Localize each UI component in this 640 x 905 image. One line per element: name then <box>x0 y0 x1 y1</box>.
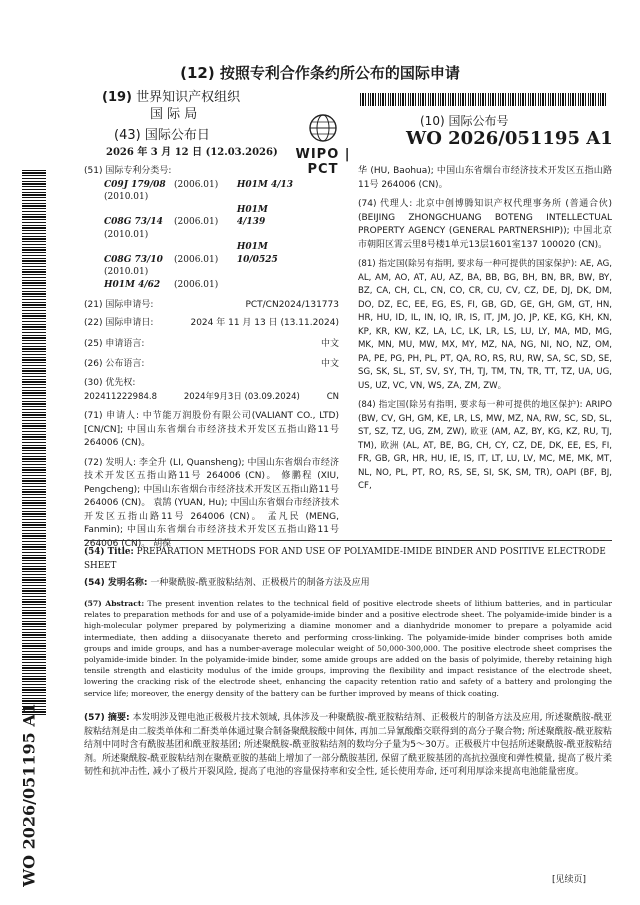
document-title: (12) 按照专利合作条约所公布的国际申请 <box>180 64 460 82</box>
ipc-version: (2006.01) <box>174 279 219 290</box>
wipo-logo <box>282 113 364 177</box>
ipc-code: C09J 179/08 <box>104 179 166 190</box>
title-cn-label: (54) 发明名称: <box>84 578 148 588</box>
ipc-version: (2010.01) <box>104 192 149 202</box>
title-en <box>84 546 612 573</box>
ipc-row <box>104 279 339 292</box>
field-25 <box>84 338 339 352</box>
top-barcode <box>360 93 608 106</box>
field-22 <box>84 317 339 331</box>
office-number: (19) <box>102 90 132 105</box>
field-26 <box>84 358 339 372</box>
office-sub: 国 际 局 <box>150 107 198 122</box>
ipc-code: H01M 4/13 <box>236 179 294 190</box>
ipc-row <box>104 241 339 279</box>
field-21 <box>84 299 339 313</box>
field-26-label: (26) 公布语言: <box>84 358 145 369</box>
field-26-value: 中文 <box>320 358 339 369</box>
wipo-logo-text: WIPO | PCT <box>295 147 351 177</box>
side-publication-number <box>5 700 53 890</box>
title-cn-text: 一种聚酰胺-酰亚胺粘结剂、正极极片的制备方法及应用 <box>150 578 370 588</box>
pubno-value: WO 2026/051195 A1 <box>406 128 613 149</box>
ipc-code: H01M 10/0525 <box>236 242 278 265</box>
priority-country: CN <box>326 391 339 402</box>
right-column <box>358 165 612 494</box>
ipc-version: (2010.01) <box>104 267 149 277</box>
abstract-cn-text: 本发明涉及锂电池正极极片技术领域, 具体涉及一种聚酰胺-酰亚胺粘结剂、正极极片的制备方法及应用, 所述聚酰胺-酰亚胺粘结剂是由二胺类单体和二酐类单体通过聚合制备聚酰胺酸中间体, 再加二异氰酸酯交联得到的高分子聚合物; 所述聚酰胺-酰亚胺粘结剂中同时含有酰胺基团和酰亚胺基团; 所述聚酰胺-酰亚胺粘结剂的数均分子量为5～30万。正极极片中包括所述聚酰胺-酰亚胺粘结剂。所述聚酰胺-酰亚胺粘结剂在聚酰亚胺的基础上增加了一部分酰胺基团, 保留了酰亚胺基团的高抗拉强度和弹性模量, 提高了极片柔韧性和抗冲击性, 减小了极片开裂风险, 提高了电池的容量保持率和安全性, 延长使用寿命, 还可利用厚涂来提高电池能量密度。 <box>84 713 612 778</box>
side-barcode <box>22 170 46 715</box>
field-22-label: (22) 国际申请日: <box>84 317 154 328</box>
office-name: 世界知识产权组织 <box>136 90 241 105</box>
ipc-code: C08G 73/10 <box>104 254 163 265</box>
field-25-value: 中文 <box>320 339 339 349</box>
ipc-code: H01M 4/62 <box>104 279 161 290</box>
continued-note: [见续页] <box>552 875 587 885</box>
priority-number: 202411222984.8 <box>84 391 158 402</box>
field-84: (84) 指定国(除另有指明, 要求每一种可提供的地区保护): ARIPO (BW, CV, GH, GM, KE, LR, LS, MW, MZ, NA, RW, SC, SD, SL, ST, SZ, TZ, UG, ZM, ZW), 欧亚 (AM, AZ, BY, KG, KZ, RU, TJ, TM), 欧洲 (AL, AT, BE, BG, CH, CY, CZ, DE, DK, EE, ES, FI, FR, GB, GR, HR, HU, IE, IS, IT, LT, LU, LV, MC, ME, MK, MT, NL, NO, PL, PT, RO, RS, SE, SI, SK, SM, TR), OAPI (BF, BJ, CF, <box>358 400 612 491</box>
ipc-row <box>104 204 339 242</box>
ipc-code: C08G 73/14 <box>104 217 163 227</box>
ipc-row <box>104 179 339 204</box>
ipc-list <box>84 179 339 292</box>
abstract-cn-label: (57) 摘要: <box>84 713 130 723</box>
abstract-en-text: The present invention relates to the technical field of positive electrode sheets of lithium batteries, and in particular relates to preparation methods for and use of a polyamide-imide binder and a positive electrode sheet. The polyamide-imide binder is a high-molecular polymer prepared by polymerizing a diamine monomer and a dianhydride monomer to prepare a polyamide acid intermediate, then adding a diisocyanate thereto and performing cross-linking. The polyamide-imide binder comprises both amide groups and imide groups, and has a number-average molecular weight of 50,000-300,000. The positive electrode sheet comprises the polyamide-imide binder. In the polyamide-imide binder, some amide groups are added on the basis of polyimide, thereby retaining high tensile strength and elasticity modulus of the imide groups, improving the flexibility and impact resistance of the electrode sheet, lowering the cracking risk of the electrode sheet, enhancing the capacity retention ratio and safety of a battery and prolonging the service life; moreover, the energy density of the battery can be further improved by means of thick coating. <box>84 599 612 698</box>
field-30-label: (30) 优先权: <box>84 378 136 388</box>
field-25-label: (25) 申请语言: <box>84 339 145 349</box>
field-21-label: (21) 国际申请号: <box>84 300 154 310</box>
ipc-version: (2006.01) <box>174 179 219 190</box>
abstract-en-label: (57) Abstract: <box>84 599 145 608</box>
wipo-emblem-icon <box>282 113 364 143</box>
field-74: (74) 代理人: 北京中创博腾知识产权代理事务所 (普通合伙) (BEIJING ZHONGCHUANG BOTENG INTELLECTUAL PROPERTY AGENCY (GENERAL PARTNERSHIP)); 中国北京市朝阳区霄云里8号楼1单元13层1601室137 100020 (CN)。 <box>358 199 612 250</box>
field-22-value: 2024 年 11 月 13 日 (13.11.2024) <box>190 317 339 328</box>
side-number-text: WO 2026/051195 A1 <box>19 703 39 887</box>
title-en-label: (54) Title: <box>84 547 134 557</box>
ipc-version: (2010.01) <box>104 229 149 240</box>
field-72: (72) 发明人: 李全升 (LI, Quansheng); 中国山东省烟台市经济技术开发区五指山路11号 264006 (CN)。 修鹏程 (XIU, Pengcheng); 中国山东省烟台市经济技术开发区五指山路11号 264006 (CN)。 袁鹄 (YUAN, Hu); 中国山东省烟台市经济技术开发区五指山路11号 264006 (CN)。 孟凡民 (MENG, Fanmin); 中国山东省烟台市经济技术开发区五指山路11号 264006 (CN)。 胡葆 <box>84 457 339 549</box>
field-30-row <box>84 391 339 405</box>
pubno-label: (10) 国际公布号 <box>420 114 509 128</box>
field-72-continued: 华 (HU, Baohua); 中国山东省烟台市经济技术开发区五指山路11号 264006 (CN)。 <box>358 166 612 190</box>
field-21-value: PCT/CN2024/131773 <box>245 300 339 310</box>
abstract-en <box>84 598 612 699</box>
ipc-code: H01M 4/139 <box>236 204 268 227</box>
field-71: (71) 申请人: 中节能万润股份有限公司(VALIANT CO., LTD) [CN/CN]; 中国山东省烟台市经济技术开发区五指山路11号 264006 (CN)。 <box>84 411 339 448</box>
abstract-cn <box>84 712 612 780</box>
separator-top <box>84 540 612 541</box>
ipc-version: (2006.01) <box>174 217 219 227</box>
left-column <box>84 165 339 551</box>
title-en-text: PREPARATION METHODS FOR AND USE OF POLYAMIDE-IMIDE BINDER AND POSITIVE ELECTRODE SHEET <box>84 547 606 571</box>
pubdate-label: (43) 国际公布日 <box>114 128 210 143</box>
ipc-version: (2006.01) <box>174 254 219 265</box>
field-81: (81) 指定国(除另有指明, 要求每一种可提供的国家保护): AE, AG, AL, AM, AO, AT, AU, AZ, BA, BB, BG, BH, BN, BR, BW, BY, BZ, CA, CH, CL, CN, CO, CR, CU, CV, CZ, DE, DJ, DK, DM, DO, DZ, EC, EE, EG, ES, FI, GB, GD, GE, GH, GM, GT, HN, HR, HU, ID, IL, IN, IQ, IR, IS, IT, JM, JO, JP, KE, KG, KH, KN, KP, KR, KW, KZ, LA, LC, LK, LR, LS, LU, LY, MA, MD, MG, MK, MN, MU, MW, MX, MY, MZ, NA, NG, NI, NO, NZ, OM, PA, PE, PG, PH, PL, PT, QA, RO, RS, RU, RW, SA, SC, SD, SE, SG, SK, SL, ST, SV, SY, TH, TJ, TM, TN, TR, TT, TZ, UA, UG, US, UZ, VC, VN, WS, ZA, ZM, ZW。 <box>358 259 612 391</box>
field-51-label: (51) 国际专利分类号: <box>84 166 172 176</box>
priority-date: 2024年9月3日 (03.09.2024) <box>183 391 300 402</box>
title-cn <box>84 577 612 591</box>
pubdate-value: 2026 年 3 月 12 日 (12.03.2026) <box>106 147 278 158</box>
